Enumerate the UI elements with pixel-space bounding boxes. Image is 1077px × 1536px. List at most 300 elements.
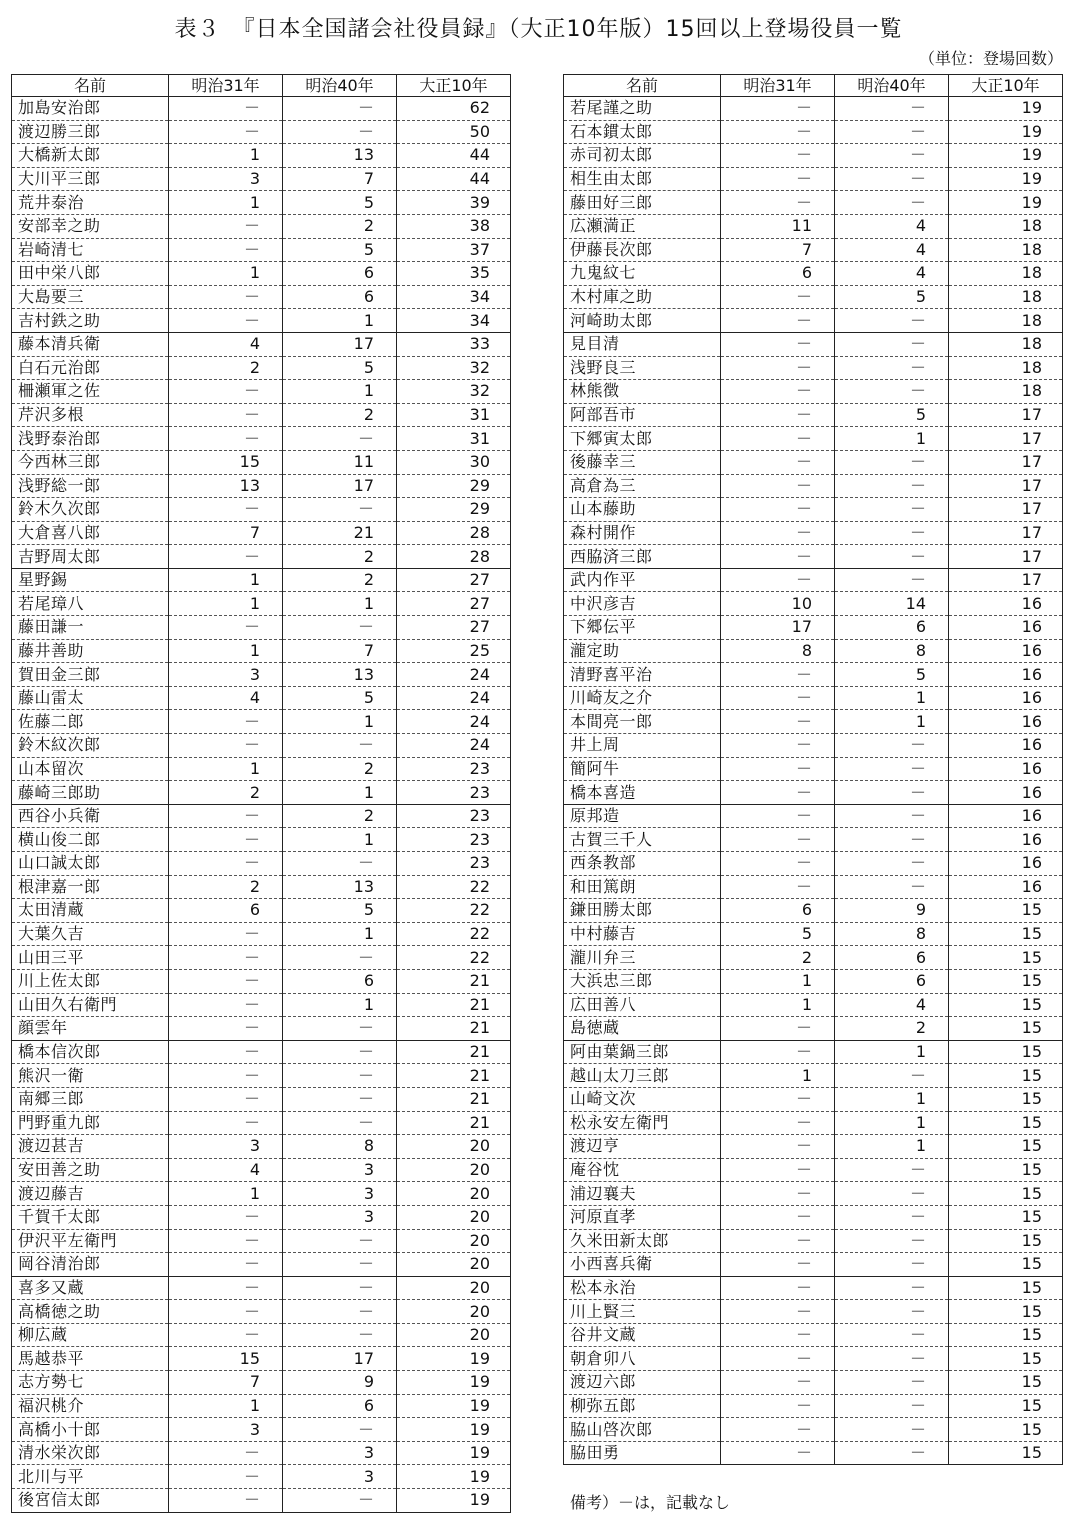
officer-name: 古賀三千人 <box>564 828 721 852</box>
table-row <box>564 1111 1063 1135</box>
taisho10-count: 18 <box>949 238 1063 262</box>
meiji31-count: － <box>169 922 283 946</box>
table-row <box>12 1229 511 1253</box>
officer-name: 渡辺亨 <box>564 1135 721 1159</box>
table-row <box>12 1465 511 1489</box>
taisho10-count: 16 <box>949 616 1063 640</box>
officer-name: 西条教部 <box>564 852 721 876</box>
meiji31-count: － <box>169 545 283 569</box>
taisho10-count: 19 <box>397 1465 511 1489</box>
meiji40-count: 8 <box>835 922 949 946</box>
table-row <box>12 1441 511 1465</box>
taisho10-count: 19 <box>397 1489 511 1513</box>
meiji40-count: 14 <box>835 592 949 616</box>
taisho10-count: 22 <box>397 946 511 970</box>
meiji40-count: 2 <box>835 1017 949 1041</box>
officer-name: 大島要三 <box>12 285 169 309</box>
meiji40-count: － <box>835 1347 949 1371</box>
taisho10-count: 18 <box>949 309 1063 333</box>
meiji40-count: － <box>835 1229 949 1253</box>
officer-name: 石本鏆太郎 <box>564 120 721 144</box>
officer-name: 武内作平 <box>564 568 721 592</box>
meiji40-count: － <box>835 757 949 781</box>
meiji40-count: 1 <box>283 922 397 946</box>
taisho10-count: 22 <box>397 875 511 899</box>
meiji40-count: 1 <box>283 309 397 333</box>
taisho10-count: 24 <box>397 734 511 758</box>
table-row <box>564 1040 1063 1064</box>
meiji31-count: 2 <box>169 781 283 805</box>
officer-name: 井上周 <box>564 734 721 758</box>
meiji40-count: － <box>283 1276 397 1300</box>
meiji31-count: 4 <box>169 686 283 710</box>
table-row <box>564 285 1063 309</box>
table-row <box>12 262 511 286</box>
meiji31-count: － <box>721 144 835 168</box>
meiji40-count: － <box>283 1087 397 1111</box>
meiji31-count: － <box>721 332 835 356</box>
officer-name: 瀧川弁三 <box>564 946 721 970</box>
officer-name: 山田三平 <box>12 946 169 970</box>
meiji40-count: － <box>283 1300 397 1324</box>
meiji40-count: － <box>835 474 949 498</box>
meiji31-count: － <box>721 403 835 427</box>
meiji31-count: － <box>721 380 835 404</box>
table-row <box>12 167 511 191</box>
taisho10-count: 50 <box>397 120 511 144</box>
table-row <box>12 521 511 545</box>
officer-name: 馬越恭平 <box>12 1347 169 1371</box>
table-row <box>12 852 511 876</box>
meiji40-count: － <box>835 804 949 828</box>
meiji31-count: 1 <box>721 993 835 1017</box>
meiji40-count: 3 <box>283 1205 397 1229</box>
meiji31-count: 3 <box>169 167 283 191</box>
table-row <box>12 238 511 262</box>
table-row <box>564 1205 1063 1229</box>
officer-name: 西谷小兵衛 <box>12 804 169 828</box>
taisho10-count: 15 <box>949 1276 1063 1300</box>
officer-name: 浦辺襄夫 <box>564 1182 721 1206</box>
officer-name: 島徳蔵 <box>564 1017 721 1041</box>
taisho10-count: 20 <box>397 1229 511 1253</box>
officer-name: 中沢彦吉 <box>564 592 721 616</box>
meiji40-count: 5 <box>283 356 397 380</box>
table-row <box>12 1205 511 1229</box>
officer-name: 伊藤長次郎 <box>564 238 721 262</box>
meiji40-count: － <box>283 1064 397 1088</box>
table-row <box>12 1111 511 1135</box>
meiji40-count: 2 <box>283 757 397 781</box>
meiji31-count: － <box>721 1017 835 1041</box>
meiji31-count: － <box>721 1300 835 1324</box>
taisho10-count: 44 <box>397 167 511 191</box>
officer-name: 山本留次 <box>12 757 169 781</box>
meiji31-count: － <box>169 993 283 1017</box>
taisho10-count: 28 <box>397 521 511 545</box>
taisho10-count: 37 <box>397 238 511 262</box>
meiji40-count: 1 <box>835 1040 949 1064</box>
meiji40-count: 13 <box>283 144 397 168</box>
officer-name: 広田善八 <box>564 993 721 1017</box>
officer-name: 安田善之助 <box>12 1158 169 1182</box>
meiji31-count: － <box>169 427 283 451</box>
table-row <box>564 1323 1063 1347</box>
taisho10-count: 16 <box>949 828 1063 852</box>
taisho10-count: 19 <box>949 144 1063 168</box>
officer-name: 高橋徳之助 <box>12 1300 169 1324</box>
meiji31-count: － <box>169 804 283 828</box>
taisho10-count: 15 <box>949 1205 1063 1229</box>
taisho10-count: 20 <box>397 1253 511 1277</box>
taisho10-count: 16 <box>949 804 1063 828</box>
meiji31-count: － <box>169 403 283 427</box>
taisho10-count: 35 <box>397 262 511 286</box>
officer-name: 浅野良三 <box>564 356 721 380</box>
taisho10-count: 15 <box>949 1182 1063 1206</box>
meiji40-count: － <box>835 1064 949 1088</box>
meiji31-count: － <box>169 1489 283 1513</box>
officer-name: 庵谷忱 <box>564 1158 721 1182</box>
meiji40-count: － <box>835 1300 949 1324</box>
table-row <box>12 922 511 946</box>
table-row <box>564 144 1063 168</box>
meiji40-count: 7 <box>283 639 397 663</box>
meiji40-count: － <box>835 781 949 805</box>
meiji40-count: 8 <box>835 639 949 663</box>
table-row <box>12 450 511 474</box>
officer-name: 鈴木久次郎 <box>12 498 169 522</box>
officer-name: 千賀千太郎 <box>12 1205 169 1229</box>
taisho10-count: 34 <box>397 285 511 309</box>
taisho10-count: 15 <box>949 1040 1063 1064</box>
meiji40-count: 1 <box>283 380 397 404</box>
table-row <box>564 1371 1063 1395</box>
meiji31-count: 6 <box>721 262 835 286</box>
meiji40-count: 1 <box>283 828 397 852</box>
meiji40-count: － <box>835 191 949 215</box>
table-row <box>564 1441 1063 1465</box>
officer-name: 阿部吾市 <box>564 403 721 427</box>
table-row <box>12 97 511 121</box>
officer-name: 高橋小十郎 <box>12 1418 169 1442</box>
meiji31-count: 3 <box>169 1418 283 1442</box>
taisho10-count: 18 <box>949 332 1063 356</box>
meiji40-count: － <box>283 1229 397 1253</box>
header-name: 名前 <box>564 75 721 97</box>
meiji31-count: － <box>721 757 835 781</box>
meiji31-count: － <box>169 946 283 970</box>
table-row <box>12 309 511 333</box>
header-meiji31: 明治31年 <box>169 75 283 97</box>
table-row <box>12 781 511 805</box>
officer-name: 顔雲年 <box>12 1017 169 1041</box>
taisho10-count: 44 <box>397 144 511 168</box>
meiji40-count: － <box>283 734 397 758</box>
meiji31-count: － <box>721 875 835 899</box>
header-meiji31: 明治31年 <box>721 75 835 97</box>
taisho10-count: 16 <box>949 757 1063 781</box>
meiji40-count: 17 <box>283 474 397 498</box>
officer-name: 原邦造 <box>564 804 721 828</box>
table-row <box>12 474 511 498</box>
table-row <box>564 474 1063 498</box>
officer-name: 松本永治 <box>564 1276 721 1300</box>
officer-name: 脇田勇 <box>564 1441 721 1465</box>
meiji31-count: － <box>721 545 835 569</box>
table-title: 表３ 『日本全国諸会社役員録』（大正10年版）15回以上登場役員一覧 <box>174 17 903 42</box>
meiji40-count: 5 <box>283 899 397 923</box>
meiji31-count: － <box>721 804 835 828</box>
meiji40-count: 17 <box>283 332 397 356</box>
meiji31-count: 2 <box>721 946 835 970</box>
meiji31-count: 2 <box>169 875 283 899</box>
meiji31-count: 1 <box>169 1394 283 1418</box>
meiji31-count: － <box>721 710 835 734</box>
table-row <box>564 262 1063 286</box>
meiji31-count: － <box>169 1064 283 1088</box>
officer-name: 鎌田勝太郎 <box>564 899 721 923</box>
table-row <box>564 1158 1063 1182</box>
meiji31-count: － <box>169 734 283 758</box>
table-row <box>12 1276 511 1300</box>
officer-name: 林熊徴 <box>564 380 721 404</box>
table-row <box>12 1323 511 1347</box>
taisho10-count: 38 <box>397 214 511 238</box>
table-row <box>564 1182 1063 1206</box>
officer-name: 本間亮一郎 <box>564 710 721 734</box>
table-row <box>564 403 1063 427</box>
table-row <box>564 1017 1063 1041</box>
table-row <box>564 1064 1063 1088</box>
officer-name: 川上賢三 <box>564 1300 721 1324</box>
taisho10-count: 15 <box>949 1300 1063 1324</box>
taisho10-count: 34 <box>397 309 511 333</box>
meiji40-count: － <box>283 1017 397 1041</box>
meiji31-count: － <box>721 191 835 215</box>
table-row <box>12 1087 511 1111</box>
meiji31-count: 1 <box>169 592 283 616</box>
table-row <box>564 498 1063 522</box>
meiji40-count: － <box>835 356 949 380</box>
table-row <box>564 1135 1063 1159</box>
officer-name: 広瀬満正 <box>564 214 721 238</box>
meiji40-count: 6 <box>835 946 949 970</box>
table-row <box>564 568 1063 592</box>
meiji31-count: － <box>721 1276 835 1300</box>
table-row <box>12 214 511 238</box>
meiji31-count: － <box>169 1465 283 1489</box>
officer-name: 山崎文次 <box>564 1087 721 1111</box>
officer-name: 和田篤朗 <box>564 875 721 899</box>
taisho10-count: 15 <box>949 1418 1063 1442</box>
meiji40-count: － <box>835 97 949 121</box>
table-row <box>12 828 511 852</box>
taisho10-count: 20 <box>397 1205 511 1229</box>
taisho10-count: 16 <box>949 592 1063 616</box>
table-row <box>564 97 1063 121</box>
meiji31-count: － <box>721 1229 835 1253</box>
meiji31-count: － <box>721 734 835 758</box>
meiji31-count: 1 <box>169 262 283 286</box>
header-name: 名前 <box>12 75 169 97</box>
meiji40-count: 1 <box>835 1087 949 1111</box>
table-row <box>12 1253 511 1277</box>
officer-name: 朝倉卯八 <box>564 1347 721 1371</box>
meiji40-count: 2 <box>283 804 397 828</box>
meiji40-count: － <box>835 852 949 876</box>
meiji40-count: － <box>283 616 397 640</box>
table-row <box>12 899 511 923</box>
meiji40-count: － <box>283 498 397 522</box>
meiji40-count: － <box>835 1276 949 1300</box>
meiji31-count: － <box>169 120 283 144</box>
meiji40-count: 1 <box>835 1135 949 1159</box>
officer-name: 橋本喜造 <box>564 781 721 805</box>
header-taisho10: 大正10年 <box>397 75 511 97</box>
meiji40-count: 21 <box>283 521 397 545</box>
officer-name: 芹沢多根 <box>12 403 169 427</box>
officer-name: 浅野泰治郎 <box>12 427 169 451</box>
officer-name: 星野錫 <box>12 568 169 592</box>
officer-name: 渡辺甚吉 <box>12 1135 169 1159</box>
meiji31-count: － <box>721 1323 835 1347</box>
officer-name: 藤井善助 <box>12 639 169 663</box>
taisho10-count: 16 <box>949 734 1063 758</box>
taisho10-count: 32 <box>397 356 511 380</box>
meiji31-count: 7 <box>169 521 283 545</box>
taisho10-count: 28 <box>397 545 511 569</box>
table-row <box>12 1489 511 1513</box>
meiji40-count: 1 <box>283 781 397 805</box>
meiji40-count: 5 <box>283 686 397 710</box>
table-row <box>12 568 511 592</box>
meiji31-count: － <box>721 1347 835 1371</box>
meiji31-count: － <box>169 1111 283 1135</box>
taisho10-count: 15 <box>949 1394 1063 1418</box>
taisho10-count: 19 <box>949 120 1063 144</box>
meiji40-count: 6 <box>835 616 949 640</box>
officer-name: 藤本清兵衛 <box>12 332 169 356</box>
officer-name: 簡阿牛 <box>564 757 721 781</box>
meiji40-count: － <box>835 545 949 569</box>
meiji31-count: － <box>721 1441 835 1465</box>
taisho10-count: 17 <box>949 498 1063 522</box>
officer-name: 清野喜平治 <box>564 663 721 687</box>
meiji40-count: 9 <box>835 899 949 923</box>
meiji40-count: 4 <box>835 238 949 262</box>
table-row <box>564 757 1063 781</box>
taisho10-count: 29 <box>397 474 511 498</box>
meiji31-count: － <box>721 1087 835 1111</box>
meiji40-count: － <box>835 309 949 333</box>
officer-name: 下郷寅太郎 <box>564 427 721 451</box>
meiji40-count: 7 <box>283 167 397 191</box>
officer-name: 見目清 <box>564 332 721 356</box>
taisho10-count: 15 <box>949 1253 1063 1277</box>
table-row <box>564 380 1063 404</box>
officer-name: 高倉為三 <box>564 474 721 498</box>
table-row <box>12 1135 511 1159</box>
officer-name: 河崎助太郎 <box>564 309 721 333</box>
meiji31-count: － <box>721 663 835 687</box>
officer-name: 阿由葉鍋三郎 <box>564 1040 721 1064</box>
meiji31-count: － <box>721 309 835 333</box>
meiji40-count: 4 <box>835 262 949 286</box>
taisho10-count: 30 <box>397 450 511 474</box>
meiji31-count: 6 <box>169 899 283 923</box>
table-row <box>12 120 511 144</box>
table-row <box>564 852 1063 876</box>
meiji31-count: － <box>721 781 835 805</box>
table-row <box>564 875 1063 899</box>
officer-name: 清水栄次郎 <box>12 1441 169 1465</box>
taisho10-count: 19 <box>949 97 1063 121</box>
table-row <box>564 710 1063 734</box>
taisho10-count: 23 <box>397 804 511 828</box>
taisho10-count: 17 <box>949 450 1063 474</box>
meiji31-count: － <box>169 1300 283 1324</box>
meiji31-count: － <box>721 1253 835 1277</box>
taisho10-count: 20 <box>397 1135 511 1159</box>
meiji40-count: 1 <box>835 710 949 734</box>
taisho10-count: 25 <box>397 639 511 663</box>
table-row <box>564 238 1063 262</box>
meiji31-count: － <box>721 1158 835 1182</box>
meiji31-count: － <box>721 1371 835 1395</box>
table-row <box>564 427 1063 451</box>
meiji40-count: 4 <box>835 993 949 1017</box>
meiji40-count: － <box>283 1111 397 1135</box>
meiji31-count: － <box>169 1276 283 1300</box>
officer-name: 柵瀬軍之佐 <box>12 380 169 404</box>
officer-name: 渡辺勝三郎 <box>12 120 169 144</box>
table-row <box>12 1064 511 1088</box>
officer-name: 今西林三郎 <box>12 450 169 474</box>
officer-name: 後藤幸三 <box>564 450 721 474</box>
officer-name: 安部幸之助 <box>12 214 169 238</box>
meiji40-count: 6 <box>283 285 397 309</box>
table-row <box>12 875 511 899</box>
meiji31-count: － <box>721 450 835 474</box>
meiji40-count: 4 <box>835 214 949 238</box>
meiji31-count: 1 <box>721 969 835 993</box>
officer-name: 森村開作 <box>564 521 721 545</box>
officer-name: 瀧定助 <box>564 639 721 663</box>
taisho10-count: 16 <box>949 875 1063 899</box>
table-row <box>564 1418 1063 1442</box>
taisho10-count: 31 <box>397 427 511 451</box>
officer-name: 大橋新太郎 <box>12 144 169 168</box>
officer-name: 吉野周太郎 <box>12 545 169 569</box>
meiji40-count: 13 <box>283 663 397 687</box>
meiji40-count: 6 <box>283 969 397 993</box>
meiji31-count: 2 <box>169 356 283 380</box>
taisho10-count: 15 <box>949 946 1063 970</box>
taisho10-count: 16 <box>949 663 1063 687</box>
table-row <box>564 899 1063 923</box>
taisho10-count: 18 <box>949 356 1063 380</box>
officer-name: 山本藤助 <box>564 498 721 522</box>
officer-name: 大川平三郎 <box>12 167 169 191</box>
meiji40-count: － <box>283 1253 397 1277</box>
meiji40-count: 2 <box>283 403 397 427</box>
officer-name: 川崎友之介 <box>564 686 721 710</box>
table-row <box>564 946 1063 970</box>
taisho10-count: 19 <box>397 1394 511 1418</box>
meiji31-count: 1 <box>169 568 283 592</box>
table-row <box>12 380 511 404</box>
